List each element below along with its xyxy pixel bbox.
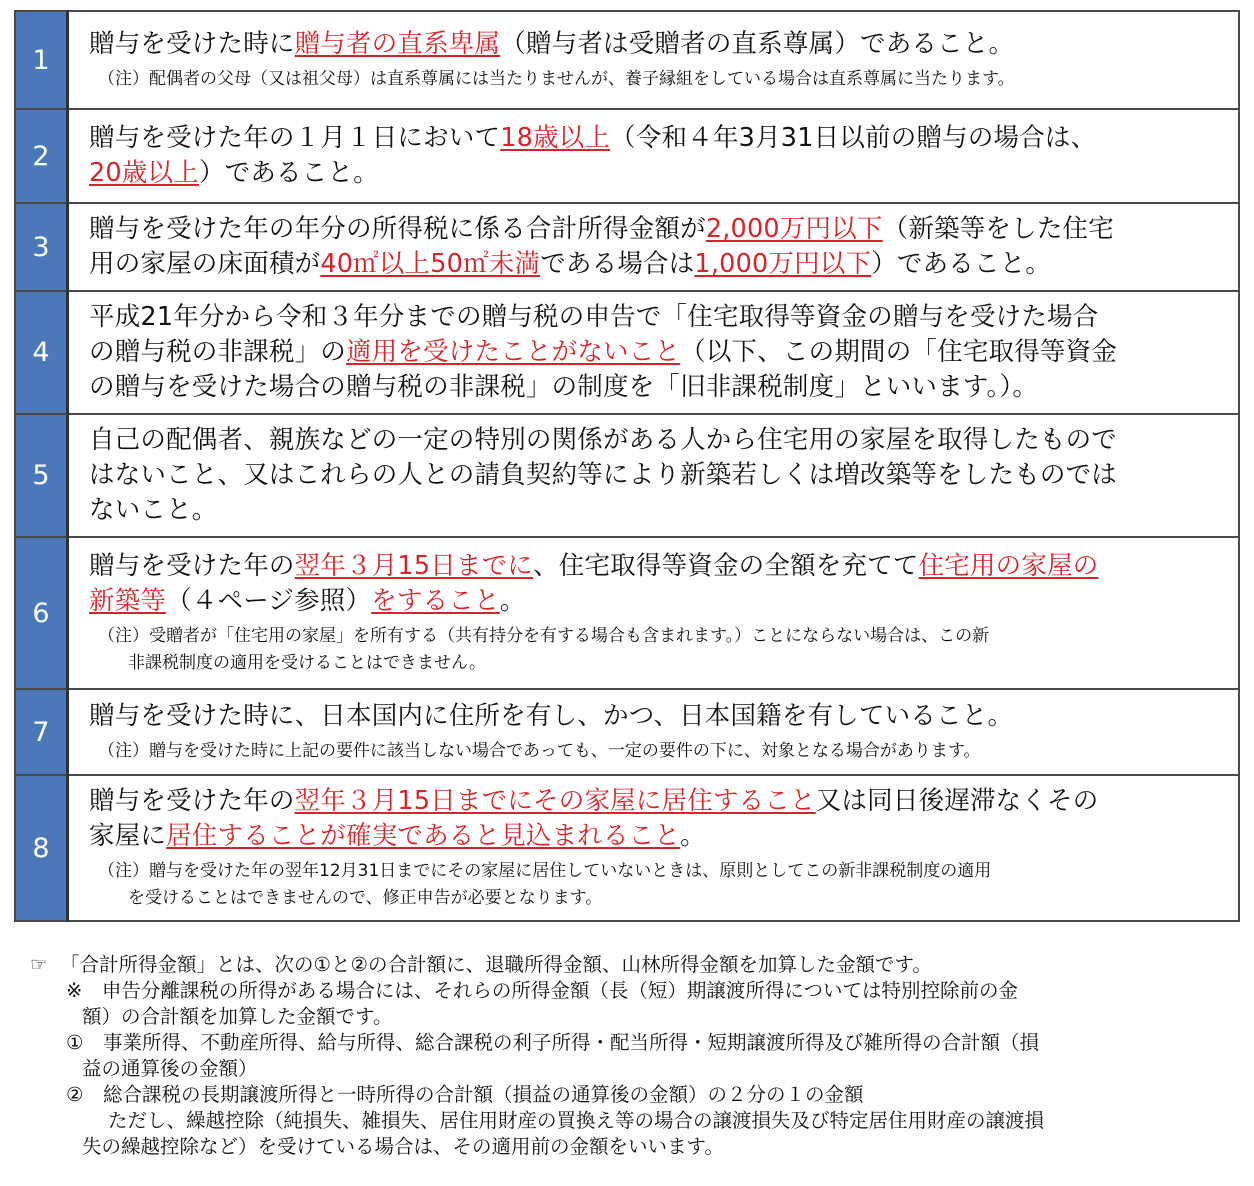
- requirement-row: [15, 291, 1239, 414]
- footnote-item2-line3: 失の繰越控除など）を受けている場合は、その適用前の金額をいいます。: [82, 1135, 724, 1158]
- requirement-body: [68, 689, 1240, 775]
- requirement-text-segment: （４ページ参照）: [166, 586, 372, 616]
- requirement-body: [68, 775, 1240, 921]
- requirement-row: [15, 775, 1239, 921]
- requirement-note: [89, 858, 1226, 912]
- requirement-text: [89, 121, 1226, 191]
- requirement-text-segment: 贈与を受けた時に、日本国内に住所を有し、かつ、日本国籍を有していること。: [89, 701, 1014, 731]
- highlighted-condition: 居住することが確実であると見込まれること: [166, 821, 681, 851]
- requirement-row: [15, 414, 1239, 537]
- requirement-number: 6: [15, 537, 68, 689]
- requirement-body: [68, 11, 1240, 109]
- requirement-text-segment: である場合は: [540, 249, 695, 279]
- requirement-text-segment: の贈与税の非課税」の: [89, 337, 347, 367]
- requirement-number: 7: [15, 689, 68, 775]
- note-line: （注）贈与を受けた年の翌年12月31日までにその家屋に居住していないときは、原則としてこの新非課税制度の適用: [98, 861, 992, 881]
- requirement-text-segment: ないこと。: [89, 495, 218, 525]
- footnote-item1-line1: ① 事業所得、不動産所得、給与所得、総合課税の利子所得・配当所得・短期譲渡所得及び雑所得の合計額（損: [66, 1031, 1039, 1054]
- footnote-asterisk-line2: 額）の合計額を加算した金額です。: [82, 1005, 393, 1028]
- footnote-main-text: 「合計所得金額」とは、次の①と②の合計額に、退職所得金額、山林所得金額を加算した金額です。: [60, 953, 932, 976]
- requirement-text: [89, 699, 1226, 734]
- requirement-text-segment: 贈与を受けた時に: [89, 29, 295, 59]
- requirement-text: [89, 212, 1226, 282]
- highlighted-condition: 40㎡以上50㎡未満: [320, 249, 541, 279]
- requirement-number: 4: [15, 291, 68, 414]
- requirements-table-body: [15, 11, 1239, 921]
- requirement-number: 5: [15, 414, 68, 537]
- note-line: を受けることはできませんので、修正申告が必要となります。: [128, 888, 603, 908]
- requirement-text-segment: ）であること。: [198, 158, 379, 188]
- requirement-text-segment: ）であること。: [871, 249, 1052, 279]
- highlighted-condition: 適用を受けたことがないこと: [346, 337, 681, 367]
- highlighted-condition: 翌年３月15日までにその家屋に居住すること: [294, 786, 816, 816]
- requirement-text-segment: 又は同日後遅滞なくその: [815, 786, 1099, 816]
- requirement-text-segment: （新築等をした住宅: [882, 214, 1114, 244]
- requirement-text: [89, 27, 1226, 62]
- requirement-body: [68, 414, 1240, 537]
- requirement-text-segment: （以下、この期間の「住宅取得等資金: [680, 337, 1118, 367]
- note-line: 非課税制度の適用を受けることはできません。: [128, 653, 487, 673]
- requirement-text-segment: 。: [499, 586, 526, 616]
- requirement-row: [15, 109, 1239, 203]
- requirement-row: [15, 203, 1239, 291]
- highlighted-condition: 新築等: [89, 586, 167, 616]
- requirement-text: [89, 784, 1226, 854]
- requirement-text: [89, 423, 1226, 528]
- requirement-text-segment: 贈与を受けた年の１月１日において: [89, 123, 501, 153]
- note-line: （注）受贈者が「住宅用の家屋」を所有する（共有持分を有する場合も含まれます。）ことにならない場合は、この新: [98, 626, 990, 646]
- footnote-item2-line2: ただし、繰越控除（純損失、雑損失、居住用財産の買換え等の場合の譲渡損失及び特定居住用財産の譲渡損: [108, 1109, 1045, 1132]
- requirement-text-segment: 用の家屋の床面積が: [89, 249, 321, 279]
- requirement-text-segment: 。: [680, 821, 706, 851]
- footnote-main: [30, 952, 1230, 978]
- requirement-row: [15, 11, 1239, 109]
- requirement-text-segment: （令和４年3月31日以前の贈与の場合は、: [610, 123, 1097, 153]
- requirement-note: [89, 738, 1226, 765]
- requirement-text-segment: （贈与者は受贈者の直系尊属）であること。: [500, 29, 1015, 59]
- note-line: （注）配偶者の父母（又は祖父母）は直系尊属には当たりませんが、養子縁組をしている場合は直系尊属に当たります。: [98, 69, 1015, 89]
- requirement-text-segment: 平成21年分から令和３年分までの贈与税の申告で「住宅取得等資金の贈与を受けた場合: [89, 302, 1099, 332]
- requirement-number: 3: [15, 203, 68, 291]
- requirement-text-segment: 贈与を受けた年の: [89, 786, 295, 816]
- requirement-body: [68, 109, 1240, 203]
- requirement-text: [89, 549, 1226, 619]
- requirement-text-segment: の贈与を受けた場合の贈与税の非課税」の制度を「旧非課税制度」といいます。）。: [89, 372, 1039, 402]
- requirement-note: [89, 66, 1226, 93]
- requirement-text-segment: 贈与を受けた年の年分の所得税に係る合計所得金額が: [89, 214, 706, 244]
- note-line: （注）贈与を受けた時に上記の要件に該当しない場合であっても、一定の要件の下に、対象となる場合があります。: [98, 741, 981, 761]
- requirements-table: [14, 10, 1240, 922]
- requirement-text-segment: 家屋に: [89, 821, 167, 851]
- requirement-body: [68, 291, 1240, 414]
- pointing-hand-icon: ☞: [30, 953, 48, 976]
- requirement-number: 2: [15, 109, 68, 203]
- requirement-text-segment: 、住宅取得等資金の全額を充てて: [533, 551, 919, 581]
- footnotes-section: [30, 952, 1230, 1160]
- highlighted-condition: 翌年３月15日までに: [294, 551, 534, 581]
- requirement-text-segment: 贈与を受けた年の: [89, 551, 295, 581]
- highlighted-condition: 1,000万円以下: [694, 249, 872, 279]
- highlighted-condition: をすること: [371, 586, 500, 616]
- requirement-text: [89, 300, 1226, 405]
- highlighted-condition: 18歳以上: [500, 123, 611, 153]
- footnote-item2-line1: ② 総合課税の長期譲渡所得と一時所得の合計額（損益の通算後の金額）の２分の１の金額: [66, 1083, 864, 1106]
- requirement-text-segment: 自己の配偶者、親族などの一定の特別の関係がある人から住宅用の家屋を取得したもので: [89, 425, 1118, 455]
- requirement-row: [15, 689, 1239, 775]
- requirement-number: 1: [15, 11, 68, 109]
- requirement-number: 8: [15, 775, 68, 921]
- requirement-body: [68, 203, 1240, 291]
- requirement-row: [15, 537, 1239, 689]
- highlighted-condition: 2,000万円以下: [705, 214, 883, 244]
- requirement-body: [68, 537, 1240, 689]
- highlighted-condition: 20歳以上: [89, 158, 199, 188]
- highlighted-condition: 住宅用の家屋の: [918, 551, 1099, 581]
- footnote-asterisk-line1: ※ 申告分離課税の所得がある場合には、それらの所得金額（長（短）期譲渡所得については特別控除前の金: [66, 979, 1018, 1002]
- requirement-note: [89, 623, 1226, 677]
- highlighted-condition: 贈与者の直系卑属: [294, 29, 501, 59]
- footnote-item1-line2: 益の通算後の金額）: [82, 1057, 258, 1080]
- requirement-text-segment: はないこと、又はこれらの人との請負契約等により新築若しくは増改築等をしたものでは: [89, 460, 1118, 490]
